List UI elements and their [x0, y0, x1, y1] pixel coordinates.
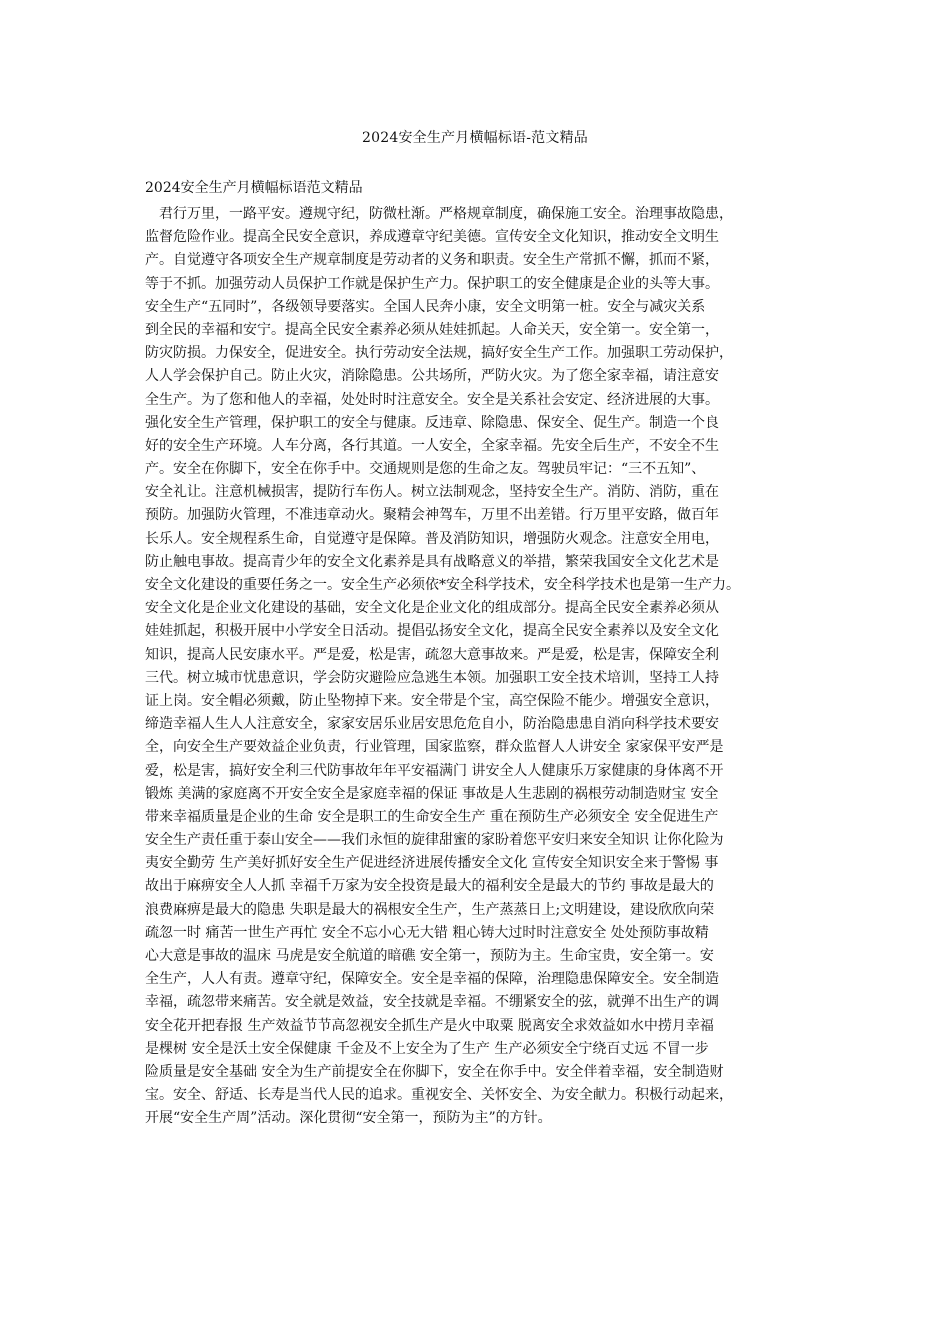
- body-text-line: 产。安全在你脚下，安全在你手中。交通规则是您的生命之友。驾驶员牢记：“三不五知”、: [145, 461, 706, 478]
- body-text-line: 锻炼 美满的家庭离不开安全安全是家庭幸福的保证 事故是人生悲剧的祸根劳动制造财宝 安全: [145, 785, 719, 802]
- body-text-line: 三代。树立城市忧患意识，学会防灾避险应急逃生本领。加强职工安全技术培训，坚持工人持: [145, 669, 719, 686]
- body-text-line: 带来幸福质量是企业的生命 安全是职工的生命安全生产 重在预防生产必须安全 安全促进生产: [145, 808, 719, 825]
- body-text-line: 强化安全生产管理，保护职工的安全与健康。反违章、除隐患、保安全、促生产。制造一个良: [145, 414, 719, 431]
- body-text-line: 全，向安全生产要效益企业负责，行业管理，国家监察，群众监督人人讲安全 家家保平安严是: [145, 739, 724, 756]
- body-text-line: 疏忽一时 痛苦一世生产再忙 安全不忘小心无大错 粗心铸大过时时注意安全 处处预防事故精: [145, 924, 709, 941]
- body-text-line: 监督危险作业。提高全民安全意识，养成遵章守纪美德。宣传安全文化知识，推动安全文明生: [145, 229, 719, 246]
- body-text-line: 等于不抓。加强劳动人员保护工作就是保护生产力。保护职工的安全健康是企业的头等大事。: [145, 275, 719, 292]
- body-text-line: 开展“安全生产周”活动。深化贯彻“安全第一，预防为主”的方针。: [145, 1110, 552, 1127]
- body-text-line: 险质量是安全基础 安全为生产前提安全在你脚下，安全在你手中。安全伴着幸福，安全制造财: [145, 1063, 724, 1080]
- body-text-line: 故出于麻痹安全人人抓 幸福千万家为安全投资是最大的福利安全是最大的节约 事故是最大的: [145, 878, 714, 895]
- body-text-line: 安全生产责任重于泰山安全——我们永恒的旋律甜蜜的家盼着您平安归来安全知识 让你化险为: [145, 832, 724, 849]
- body-text-line: 安全礼让。注意机械损害，提防行车伤人。树立法制观念，坚持安全生产。消防、消防，重在: [145, 484, 719, 501]
- document-subtitle: 2024安全生产月横幅标语范文精品: [145, 180, 363, 196]
- body-text-line: 好的安全生产环境。人车分离，各行其道。一人安全，全家幸福。先安全后生产，不安全不生: [145, 437, 719, 454]
- document-title: 2024安全生产月横幅标语-范文精品: [362, 130, 588, 146]
- body-text-line: 防止触电事故。提高青少年的安全文化素养是具有战略意义的举措，繁荣我国安全文化艺术是: [145, 553, 719, 570]
- body-text-line: 长乐人。安全规程系生命，自觉遵守是保障。普及消防知识，增强防火观念。注意安全用电，: [145, 530, 719, 547]
- body-text-line: 到全民的幸福和安宁。提高全民安全素养必须从娃娃抓起。人命关天，安全第一。安全第一，: [145, 321, 719, 338]
- body-text-line: 预防。加强防火管理，不准违章动火。聚精会神驾车，万里不出差错。行万里平安路，做百年: [145, 507, 719, 524]
- body-text-line: 安全文化是企业文化建设的基础，安全文化是企业文化的组成部分。提高全民安全素养必须从: [145, 600, 719, 617]
- body-text-line: 宝。安全、舒适、长寿是当代人民的追求。重视安全、关怀安全、为安全献力。积极行动起来，: [145, 1087, 733, 1104]
- body-text-line: 全生产，人人有责。遵章守纪，保障安全。安全是幸福的保障，治理隐患保障安全。安全制造: [145, 971, 719, 988]
- body-text-line: 爱，松是害，搞好安全利三代防事故年年平安福满门 讲安全人人健康乐万家健康的身体离不开: [145, 762, 724, 779]
- body-text-line: 产。自觉遵守各项安全生产规章制度是劳动者的义务和职责。安全生产常抓不懈，抓而不紧，: [145, 252, 719, 269]
- body-text-line: 安全文化建设的重要任务之一。安全生产必须依*安全科学技术，安全科学技术也是第一生产力。: [145, 577, 740, 593]
- body-text-line: 人人学会保护自己。防止火灾，消除隐患。公共场所，严防火灾。为了您全家幸福，请注意安: [145, 368, 719, 385]
- body-text-line: 证上岗。安全帽必须戴，防止坠物掉下来。安全带是个宝，高空保险不能少。增强安全意识，: [145, 692, 719, 709]
- body-text-line: 心大意是事故的温床 马虎是安全航道的暗礁 安全第一，预防为主。生命宝贵，安全第一。安: [145, 948, 714, 964]
- body-text-line: 安全花开把春报 生产效益节节高忽视安全抓生产是火中取粟 脱离安全求效益如水中捞月幸福: [145, 1017, 714, 1034]
- document-body: [145, 203, 825, 1131]
- body-text-line: 是棵树 安全是沃土安全保健康 千金及不上安全为了生产 生产必须安全宁绕百丈远 不冒一步: [145, 1040, 709, 1057]
- body-text-line: 浪费麻痹是最大的隐患 失职是最大的祸根安全生产，生产蒸蒸日上;文明建设，建设欣欣向荣: [145, 901, 715, 918]
- body-text-line: 幸福，疏忽带来痛苦。安全就是效益，安全技就是幸福。不绷紧安全的弦，就弹不出生产的调: [145, 994, 719, 1011]
- body-text-line: 君行万里，一路平安。遵规守纪，防微杜渐。严格规章制度，确保施工安全。治理事故隐患，: [145, 206, 733, 222]
- body-text-line: 夷安全勤劳 生产美好抓好安全生产促进经济进展传播安全文化 宣传安全知识安全来于警惕 事: [145, 855, 719, 872]
- body-text-line: 娃娃抓起，积极开展中小学安全日活动。提倡弘扬安全文化，提高全民安全素养以及安全文化: [145, 623, 719, 640]
- body-text-line: 防灾防损。力保安全，促进安全。执行劳动安全法规，搞好安全生产工作。加强职工劳动保护，: [145, 345, 733, 362]
- body-text-line: 全生产。为了您和他人的幸福，处处时时注意安全。安全是关系社会安定、经济进展的大事。: [145, 391, 719, 408]
- body-text-line: 安全生产“五同时”，各级领导要落实。全国人民奔小康，安全文明第一桩。安全与减灾关系: [145, 298, 706, 315]
- body-text-line: 缔造幸福人生人人注意安全，家家安居乐业居安思危危自小，防治隐患患自消向科学技术要安: [145, 716, 719, 733]
- body-text-line: 知识，提高人民安康水平。严是爱，松是害，疏忽大意事故来。严是爱，松是害，保障安全利: [145, 646, 719, 663]
